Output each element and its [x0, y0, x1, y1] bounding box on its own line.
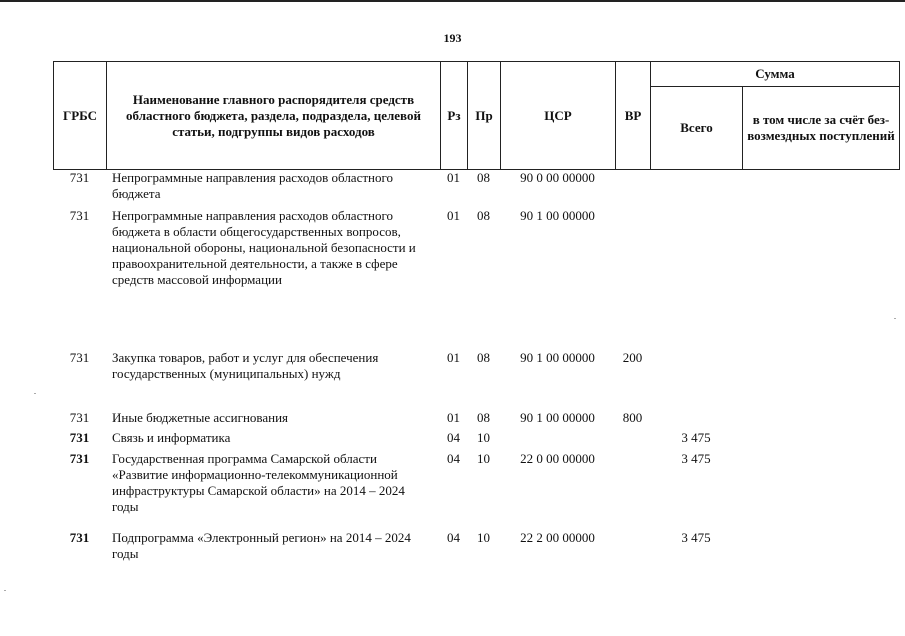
cell-pr: 10	[477, 530, 490, 545]
table-header	[53, 61, 900, 170]
cell-grbs: 731	[69, 451, 90, 466]
cell-pr: 08	[477, 350, 490, 365]
scan-speck	[894, 318, 896, 319]
table-row	[53, 208, 899, 350]
cell-free	[742, 410, 899, 430]
header-grbs: ГРБС	[54, 62, 107, 170]
header-free: в том числе за счёт без-возмездных поступлений	[743, 87, 900, 170]
table-row	[53, 410, 899, 430]
cell-rz: 01	[447, 170, 460, 185]
cell-total	[650, 208, 742, 350]
cell-name: Подпрограмма «Электронный регион» на 2014 – 2024 годы	[112, 530, 411, 561]
cell-vr	[615, 430, 650, 451]
table-row	[53, 170, 899, 208]
cell-total	[650, 350, 742, 410]
cell-rz: 01	[447, 410, 460, 425]
cell-free	[742, 350, 899, 410]
cell-grbs: 731	[69, 170, 90, 185]
cell-vr: 200	[622, 350, 643, 365]
cell-rz: 04	[447, 451, 460, 466]
cell-rz: 01	[447, 350, 460, 365]
cell-total	[650, 410, 742, 430]
cell-grbs: 731	[69, 410, 90, 425]
cell-total: 3 475	[681, 430, 711, 445]
cell-csr: 22 2 00 00000	[520, 530, 595, 545]
cell-csr: 90 1 00 00000	[520, 350, 595, 365]
scan-speck	[34, 393, 36, 394]
header-rz: Рз	[441, 62, 468, 170]
cell-grbs: 731	[69, 430, 90, 445]
cell-name: Непрограммные направления расходов областного бюджета	[112, 170, 393, 201]
cell-csr: 90 0 00 00000	[520, 170, 595, 185]
cell-csr: 90 1 00 00000	[520, 410, 595, 425]
header-name: Наименование главного распорядителя средств областного бюджета, раздела, подраздела, целевой статьи, подгруппы видов расходов	[107, 62, 441, 170]
table-row	[53, 430, 899, 451]
header-total: Всего	[651, 87, 743, 170]
cell-csr	[500, 430, 615, 451]
cell-free	[742, 208, 899, 350]
cell-csr: 90 1 00 00000	[520, 208, 595, 223]
cell-free	[742, 430, 899, 451]
header-sum: Сумма	[651, 62, 900, 87]
cell-rz: 04	[447, 530, 460, 545]
table-row	[53, 530, 899, 570]
cell-vr	[615, 530, 650, 570]
header-vr: ВР	[616, 62, 651, 170]
cell-pr: 08	[477, 208, 490, 223]
cell-grbs: 731	[69, 350, 90, 365]
cell-grbs: 731	[69, 208, 90, 223]
cell-free	[742, 451, 899, 530]
cell-vr: 800	[622, 410, 643, 425]
cell-vr	[615, 451, 650, 530]
cell-free	[742, 170, 899, 208]
table-row	[53, 350, 899, 410]
cell-pr: 08	[477, 170, 490, 185]
scan-speck	[4, 590, 6, 591]
page-number: 193	[443, 31, 462, 45]
table-body	[53, 170, 899, 570]
cell-vr	[615, 208, 650, 350]
cell-pr: 10	[477, 451, 490, 466]
cell-vr	[615, 170, 650, 208]
cell-name: Иные бюджетные ассигнования	[112, 410, 289, 425]
cell-free	[742, 530, 899, 570]
cell-name: Государственная программа Самарской области «Развитие информационно-телекоммуникационной инфраструктуры Самарской области» на 2014 – 2024 годы	[112, 451, 405, 514]
cell-total	[650, 170, 742, 208]
header-csr: ЦСР	[501, 62, 616, 170]
cell-pr: 08	[477, 410, 490, 425]
header-pr: Пр	[468, 62, 501, 170]
cell-name: Закупка товаров, работ и услуг для обеспечения государственных (муниципальных) нужд	[112, 350, 379, 381]
cell-rz: 01	[447, 208, 460, 223]
cell-total: 3 475	[681, 530, 711, 545]
cell-csr: 22 0 00 00000	[520, 451, 595, 466]
cell-name: Связь и информатика	[112, 430, 231, 445]
cell-total: 3 475	[681, 451, 711, 466]
cell-grbs: 731	[69, 530, 90, 545]
top-rule	[0, 0, 905, 2]
table-row	[53, 451, 899, 530]
cell-rz: 04	[447, 430, 460, 445]
cell-pr: 10	[477, 430, 490, 445]
cell-name: Непрограммные направления расходов областного бюджета в области общегосударственных вопросов, национальной обороны, национальной безопасности и правоохранительной деятельности, а также в сфере средств массовой информации	[112, 208, 416, 287]
